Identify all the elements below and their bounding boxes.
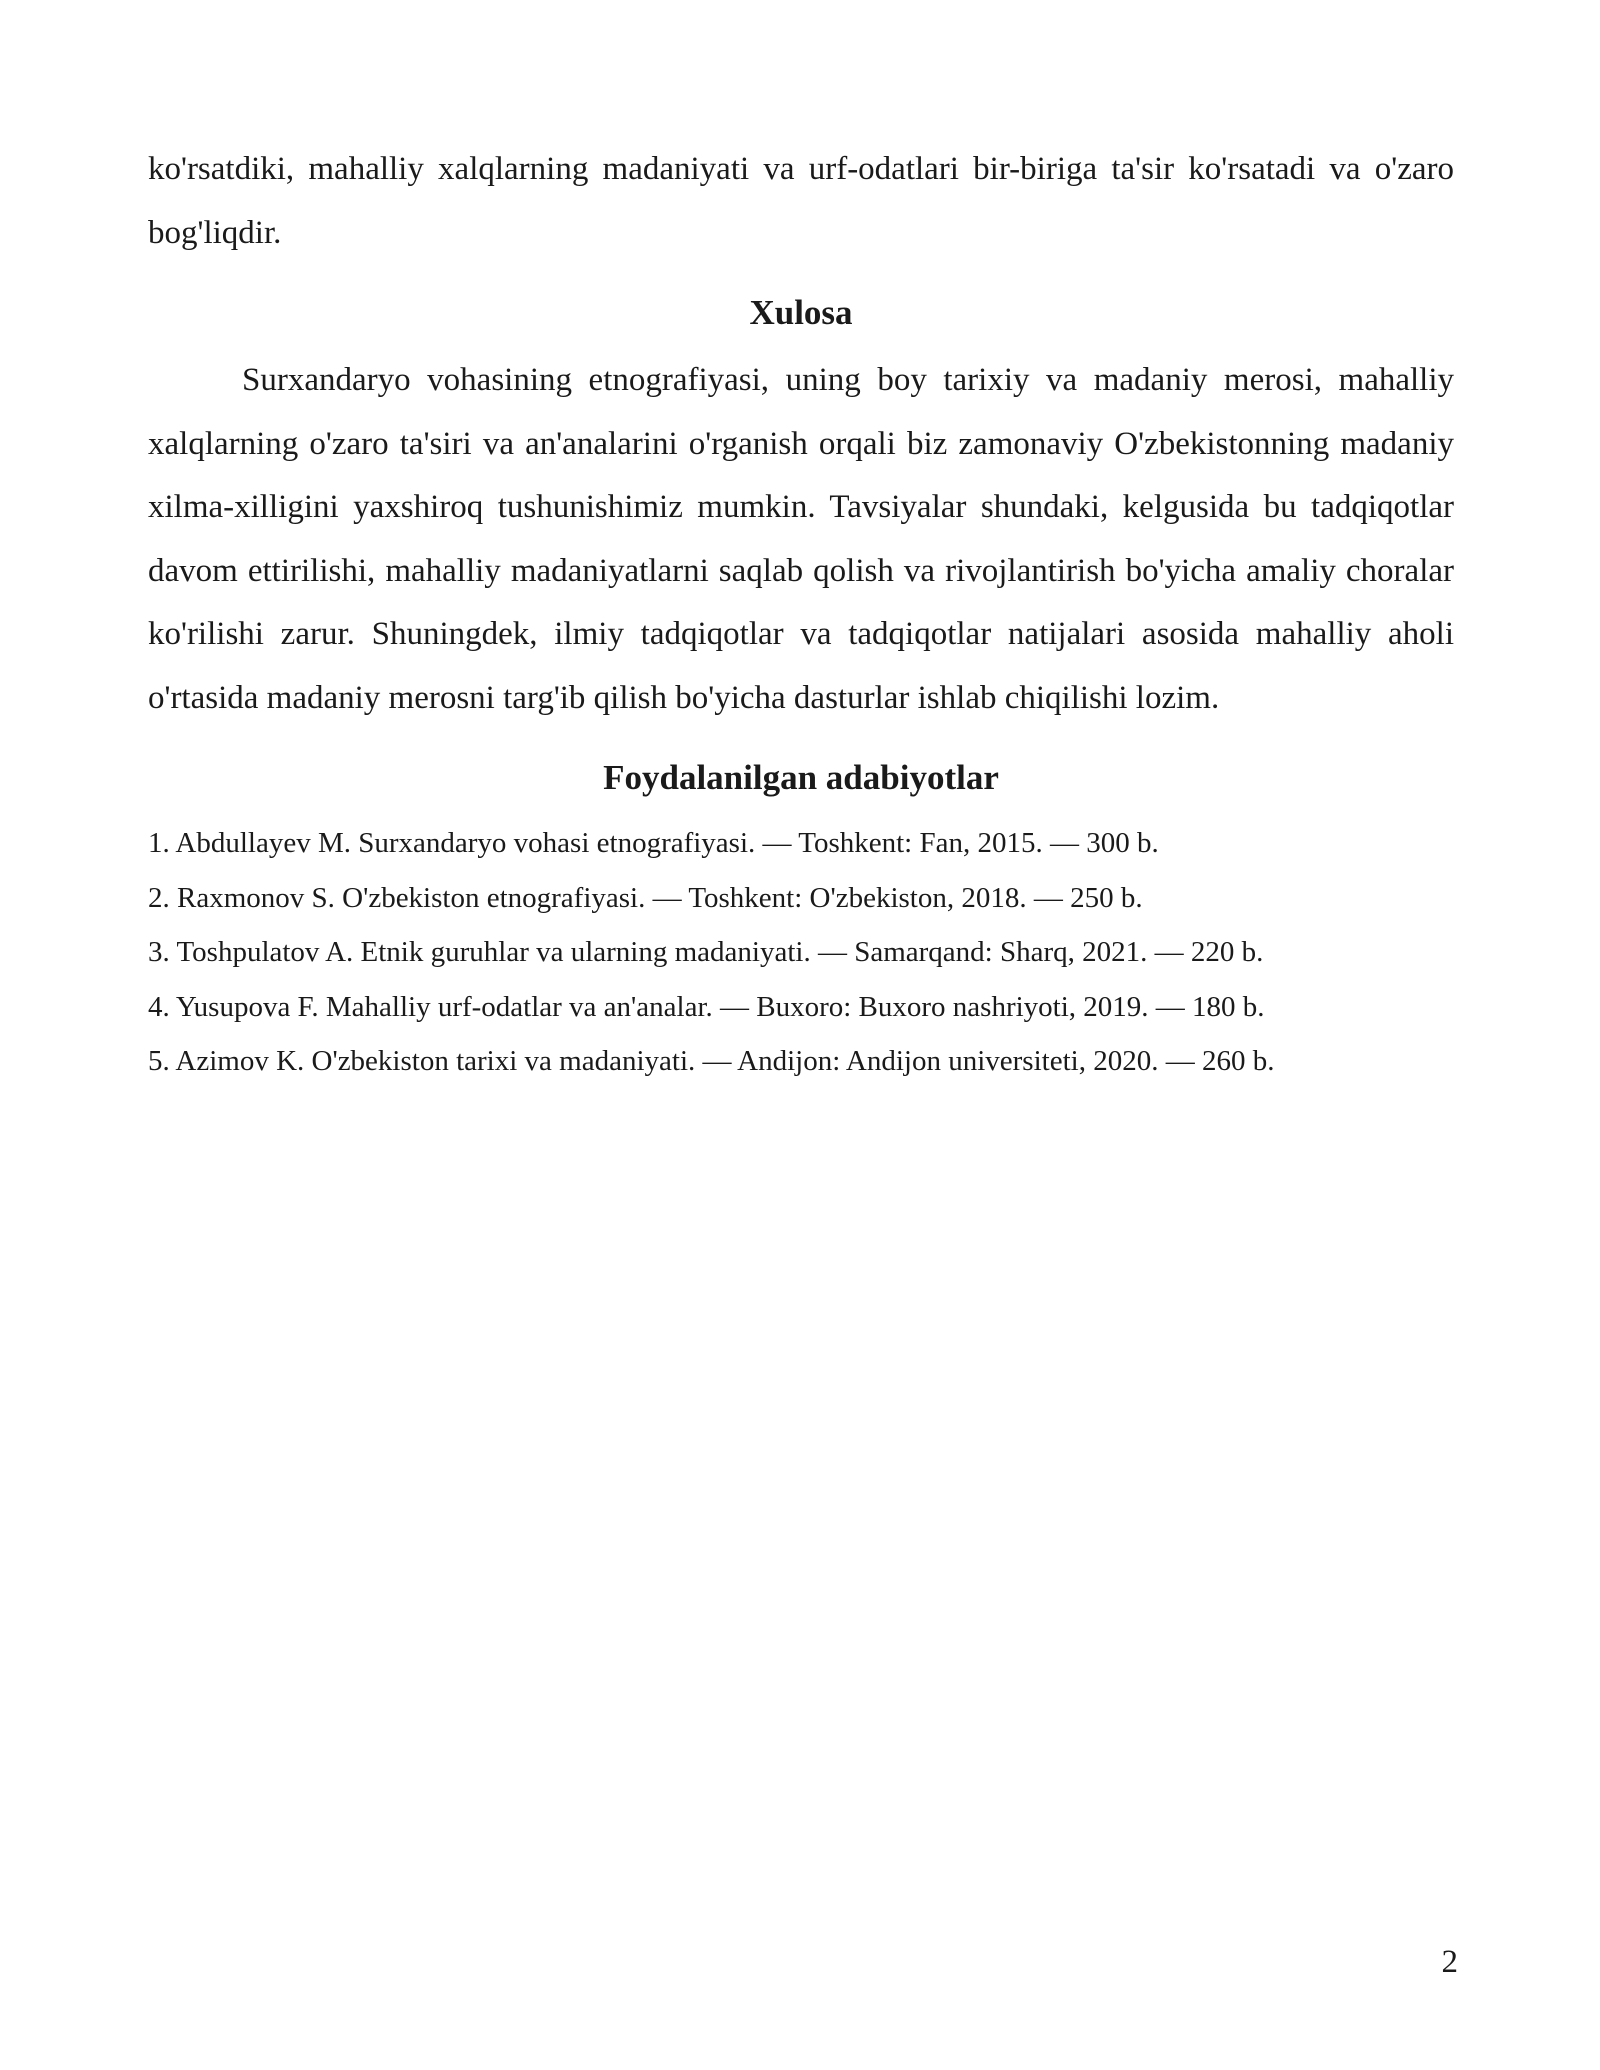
reference-item: 3. Toshpulatov A. Etnik guruhlar va ularning madaniyati. — Samarqand: Sharq, 2021. — 220 b. — [148, 936, 1264, 968]
reference-item: 1. Abdullayev M. Surxandaryo vohasi etnografiyasi. — Toshkent: Fan, 2015. — 300 b. — [148, 827, 1159, 859]
reference-list — [148, 816, 1454, 1089]
reference-item: 5. Azimov K. O'zbekiston tarixi va madaniyati. — Andijon: Andijon universiteti, 2020. — 260 b. — [148, 1045, 1275, 1077]
reference-item: 2. Raxmonov S. O'zbekiston etnografiyasi. — Toshkent: O'zbekiston, 2018. — 250 b. — [148, 881, 1143, 914]
conclusion-paragraph: Surxandaryo vohasining etnografiyasi, uning boy tarixiy va madaniy merosi, mahalliy xalqlarning o'zaro ta'siri va an'analarini o'rganish orqali biz zamonaviy O'zbekistonning madaniy xilma-xilligini yaxshiroq tushunishimiz mumkin. Tavsiyalar shundaki, kelgusida bu tadqiqotlar davom ettirilishi, mahalliy madaniyatlarni saqlab qolish va rivojlantirish bo'yicha amaliy choralar ko'rilishi zarur. Shuningdek, ilmiy tadqiqotlar va tadqiqotlar natijalari asosida mahalliy aholi o'rtasida madaniy merosni targ'ib qilish bo'yicha dasturlar ishlab chiqilishi lozim. — [148, 362, 1454, 716]
conclusion-heading: Xulosa — [749, 293, 853, 332]
page-number: 2 — [1441, 1944, 1458, 1980]
intro-paragraph: ko'rsatdiki, mahalliy xalqlarning madaniyati va urf-odatlari bir-biriga ta'sir ko'rsatadi va o'zaro bog'liqdir. — [148, 151, 1454, 251]
document-page — [148, 138, 1454, 1089]
reference-item: 4. Yusupova F. Mahalliy urf-odatlar va an'analar. — Buxoro: Buxoro nashriyoti, 2019. — 180 b. — [148, 990, 1265, 1023]
references-heading: Foydalanilgan adabiyotlar — [603, 758, 999, 797]
